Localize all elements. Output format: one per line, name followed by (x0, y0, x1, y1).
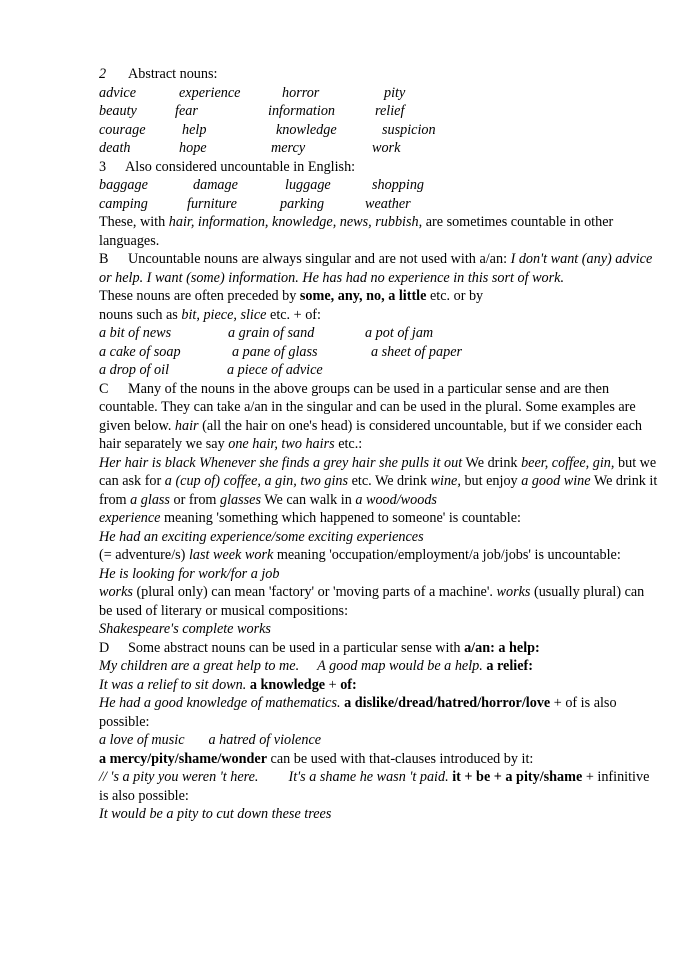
text: (= adventure/s) (99, 547, 189, 563)
word: courage (99, 121, 146, 138)
section-letter: B (99, 251, 109, 267)
word: information (268, 103, 336, 119)
section-letter: C (99, 380, 109, 397)
work-example (99, 565, 659, 584)
uncountable-grid (99, 176, 659, 213)
text: etc. + of: (266, 306, 321, 323)
text: + infinitive is also possible: (99, 769, 650, 804)
shakespeare-example (99, 620, 659, 639)
text: can be used with that-clauses introduced by it: (267, 750, 534, 767)
example-italic: He had a good knowledge of mathematics. (99, 695, 341, 711)
section-b-paragraph (99, 250, 659, 287)
example-italic: It was a relief to sit down. (99, 676, 247, 693)
relief-example (99, 676, 659, 695)
section-number: 3 (99, 158, 107, 175)
word: horror (282, 84, 320, 101)
example-italic: He had an exciting experience/some exciting experiences (99, 528, 424, 545)
word: shopping (372, 177, 425, 193)
example-italic: It would be a pity to cut down these trees (99, 806, 332, 822)
text: These, with (99, 214, 169, 230)
text: or from (169, 491, 220, 508)
bit-examples-grid (99, 324, 659, 380)
example: a cake of soap (99, 343, 181, 360)
example: a piece of advice (227, 362, 323, 378)
word-row (99, 121, 659, 140)
text-bold: of: (340, 676, 357, 693)
text: These nouns are often preceded by (99, 288, 300, 304)
word: hope (179, 140, 207, 156)
word: advice (99, 84, 137, 101)
example-italic: a hatred of violence (208, 732, 322, 748)
example: a bit of news (99, 325, 172, 341)
word-row (99, 139, 659, 158)
word: parking (280, 195, 325, 212)
word-row (99, 84, 659, 103)
text-italic: experience (99, 510, 161, 526)
example-italic: Shakespeare's complete works (99, 621, 271, 637)
experience-line (99, 509, 659, 528)
text-italic: bit, piece, slice (181, 306, 267, 323)
section-d-heading (99, 639, 659, 658)
example-italic: // 's a pity you weren 't here. (99, 769, 259, 785)
word: experience (179, 84, 241, 101)
word: mercy (271, 140, 306, 156)
example-italic: A good map would be a help. (317, 658, 483, 674)
pity-paragraph (99, 768, 659, 805)
text-bold: a knowledge (246, 676, 326, 693)
text-italic: a wood/woods (355, 491, 437, 508)
adventure-paragraph (99, 546, 659, 565)
text-italic: glasses (220, 491, 261, 508)
word: death (99, 140, 131, 156)
text-bold: a/an: a help: (464, 639, 540, 656)
text: Some abstract nouns can be used in a particular sense with (128, 639, 465, 656)
text-italic: a glass (130, 491, 170, 508)
help-examples (99, 657, 659, 676)
example-row (99, 361, 659, 380)
trees-example (99, 805, 659, 824)
text: Uncountable nouns are always singular and are not used with a/an: (128, 251, 511, 267)
section-3-heading (99, 158, 659, 177)
love-examples (99, 731, 659, 750)
word-row (99, 195, 659, 214)
example: a grain of sand (228, 325, 315, 341)
text: but we can ask for (99, 454, 657, 489)
text: (plural only) can mean 'factory' or 'moving parts of a machine'. (132, 584, 497, 600)
preceded-line-2 (99, 306, 659, 325)
text: etc. or by (426, 288, 484, 304)
knowledge-paragraph (99, 694, 659, 731)
these-paragraph (99, 213, 659, 250)
example-italic: I don't want (any) advice or help. I want (some) information. He has had no experience in this sort of work. (99, 251, 653, 286)
text-italic: a good wine (521, 473, 591, 489)
text: Many of the nouns in the above groups can be used in a particular sense and are then countable. They can take a/an in the singular and can be used in the plural. Some examples are given below. (99, 380, 636, 434)
text-bold: a mercy/pity/shame/wonder (99, 750, 267, 767)
word: pity (384, 84, 406, 101)
word-row (99, 102, 659, 121)
word: help (182, 121, 207, 138)
example: a pot of jam (365, 325, 434, 341)
preceded-line-1 (99, 287, 659, 306)
text: We can walk in (261, 491, 356, 508)
example: a pane of glass (232, 343, 318, 360)
word-row (99, 176, 659, 195)
example-row (99, 343, 659, 362)
text: etc. We drink (348, 473, 431, 489)
example-italic: Her hair is black Whenever she finds a grey hair she pulls it out (99, 454, 463, 471)
word: suspicion (382, 121, 436, 138)
experience-example (99, 528, 659, 547)
word: baggage (99, 177, 148, 193)
example-italic: My children are a great help to me. (99, 658, 300, 674)
mercy-line (99, 750, 659, 769)
text: We drink it from (99, 473, 658, 508)
text-bold: a dislike/dread/hatred/horror/love (340, 695, 551, 711)
text-bold: it + be + a pity/shame (448, 769, 583, 785)
text-italic: works (99, 584, 133, 600)
section-c-paragraph (99, 380, 659, 454)
abstract-nouns-grid (99, 84, 659, 158)
section-title: Abstract nouns: (128, 66, 218, 82)
text: + of is also possible: (99, 695, 617, 730)
word: relief (375, 103, 405, 119)
word: furniture (187, 195, 237, 212)
example-italic: a love of music (99, 732, 185, 748)
word: luggage (285, 177, 331, 193)
example-row (99, 324, 659, 343)
text-italic: hair, information, knowledge, news, rubbish, (168, 214, 423, 230)
text: meaning 'something which happened to someone' is countable: (160, 510, 521, 526)
text: We drink (462, 454, 522, 471)
text-italic: last week work (188, 547, 274, 563)
text-bold: some, any, no, a little (299, 288, 427, 304)
text-italic: a (cup of) coffee, a gin, two gins (164, 473, 349, 489)
example: a sheet of paper (371, 343, 463, 360)
text-italic: works (496, 584, 531, 600)
text: but enjoy (460, 473, 522, 489)
word: weather (365, 195, 411, 212)
text: (usually plural) can be used of literary or musical compositions: (99, 584, 645, 619)
document-page (99, 65, 659, 824)
example-italic: It's a shame he wasn 't paid. (288, 769, 449, 785)
word: camping (99, 195, 148, 212)
word: work (372, 140, 401, 156)
text: (all the hair on one's head) is considered uncountable, but if we consider each hair separately we say (99, 417, 642, 452)
text-bold: a relief: (482, 658, 533, 674)
text-italic: one hair, two hairs (228, 436, 335, 452)
text: are sometimes countable in other languages. (99, 214, 614, 249)
section-number: 2 (99, 66, 107, 82)
word: beauty (99, 103, 137, 119)
text-italic: hair (174, 417, 199, 434)
works-paragraph (99, 583, 659, 620)
section-title: Also considered uncountable in English: (125, 158, 356, 175)
text: + (325, 676, 341, 693)
text-italic: beer, coffee, gin, (521, 454, 615, 471)
word: knowledge (276, 121, 337, 138)
text: meaning 'occupation/employment/a job/jobs' is uncountable: (273, 547, 621, 563)
section-letter: D (99, 639, 110, 656)
word: damage (193, 177, 238, 193)
word: fear (175, 103, 198, 119)
example: a drop of oil (99, 362, 170, 378)
section-2-heading (99, 65, 659, 84)
drink-paragraph (99, 454, 659, 510)
text: nouns such as (99, 306, 182, 323)
example-italic: He is looking for work/for a job (99, 565, 280, 582)
text: etc.: (334, 436, 363, 452)
text-italic: wine, (430, 473, 461, 489)
